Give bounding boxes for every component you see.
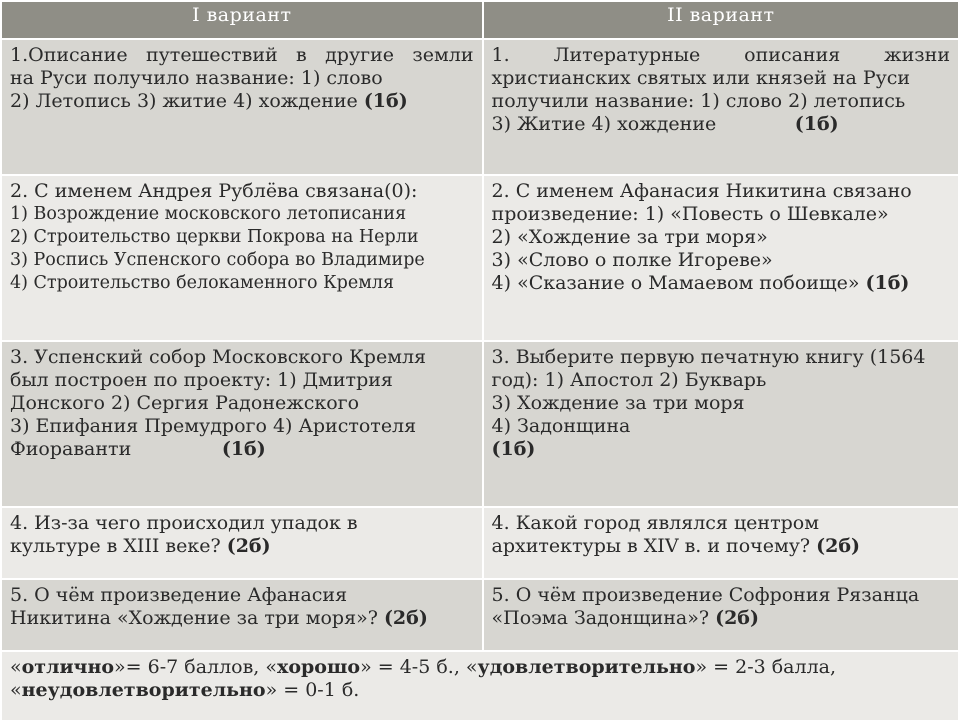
text-line: 3) Роспись Успенского собора во Владимире (10, 250, 425, 270)
points-label: (1б) (865, 272, 910, 294)
grade-excellent: отлично (21, 656, 115, 678)
text-line: архитектуры в XIV в. и почему? (491, 535, 817, 557)
text-line: 5. О чём произведение Софрония Рязанца (491, 584, 920, 606)
text-line: был построен по проекту: 1) Дмитрия (10, 369, 393, 391)
question-row-4 (1, 507, 959, 579)
text-line: 4) Задонщина (491, 415, 631, 437)
header-variant-1: I вариант (1, 1, 483, 39)
question-1-variant-2 (483, 39, 959, 175)
question-4-variant-1 (1, 507, 483, 579)
text-line: произведение: 1) «Повесть о Шевкале» (491, 203, 889, 225)
text-line: получили название: 1) слово 2) летопись (491, 90, 906, 112)
text-line: 1. Литературные описания жизни (491, 44, 950, 66)
question-2-variant-1 (1, 175, 483, 341)
points-label: (2б) (226, 535, 271, 557)
points-label: (2б) (383, 607, 428, 629)
grade-satisfactory: удовлетворительно (477, 656, 696, 678)
points-label: (2б) (816, 535, 861, 557)
text-line: 2) Летопись 3) житие 4) хождение (10, 90, 364, 112)
text-line: 2) Строительство церкви Покрова на Нерли (10, 227, 419, 247)
points-label: (1б) (363, 90, 408, 112)
question-5-variant-1 (1, 579, 483, 651)
points-label: (1б) (794, 113, 839, 135)
grade-unsatisfactory: неудовлетворительно (21, 679, 266, 701)
grading-scale: «отлично»= 6-7 баллов, «хорошо» = 4-5 б., «удовлетворительно» = 2-3 балла, «неудовлетворительно» = 0-1 б. (1, 651, 959, 721)
text-line: «Поэма Задонщина»? (491, 607, 716, 629)
points-label: (1б) (491, 438, 536, 460)
text-line: 3) Епифания Премудрого 4) Аристотеля (10, 415, 417, 437)
question-1-variant-1 (1, 39, 483, 175)
text-line: 4. Какой город являлся центром (491, 512, 819, 534)
question-4-variant-2 (483, 507, 959, 579)
text-line: на Руси получило название: 1) слово (10, 67, 383, 89)
text-line: 3) Житие 4) хождение (491, 113, 795, 135)
grade-good: хорошо (277, 656, 361, 678)
question-row-5 (1, 579, 959, 651)
question-row-1 (1, 39, 959, 175)
grading-row (1, 651, 959, 721)
text-line: 3. Выберите первую печатную книгу (1564 (491, 346, 926, 368)
question-row-2 (1, 175, 959, 341)
text-line: Никитина «Хождение за три моря»? (10, 607, 384, 629)
question-5-variant-2 (483, 579, 959, 651)
text-line: 1.Описание путешествий в другие земли (10, 44, 474, 66)
text-line: 4) Строительство белокаменного Кремля (10, 273, 395, 293)
text-line: 2. С именем Андрея Рублёва связана(0): (10, 180, 418, 202)
text-line: 5. О чём произведение Афанасия (10, 584, 348, 606)
text-line: 3) «Слово о полке Игореве» (491, 249, 773, 271)
question-2-variant-2 (483, 175, 959, 341)
question-row-3 (1, 341, 959, 507)
question-3-variant-2 (483, 341, 959, 507)
text-line: Донского 2) Сергия Радонежского (10, 392, 360, 414)
text-line: Фиораванти (10, 438, 222, 460)
text-line: 4. Из-за чего происходил упадок в (10, 512, 358, 534)
text-line: христианских святых или князей на Руси (491, 67, 911, 89)
text-line: 3) Хождение за три моря (491, 392, 745, 414)
text-line: год): 1) Апостол 2) Букварь (491, 369, 767, 391)
question-3-variant-1 (1, 341, 483, 507)
text-line: 1) Возрождение московского летописания (10, 204, 407, 224)
text-line: 3. Успенский собор Московского Кремля (10, 346, 427, 368)
points-label: (2б) (715, 607, 759, 629)
text-line: 2. С именем Афанасия Никитина связано (491, 180, 912, 202)
text-line: 2) «Хождение за три моря» (491, 226, 768, 248)
points-label: (1б) (221, 438, 266, 460)
text-line: культуре в XIII веке? (10, 535, 227, 557)
header-variant-2: II вариант (483, 1, 959, 39)
header-row (1, 1, 959, 39)
text-line: 4) «Сказание о Мамаевом побоище» (491, 272, 866, 294)
